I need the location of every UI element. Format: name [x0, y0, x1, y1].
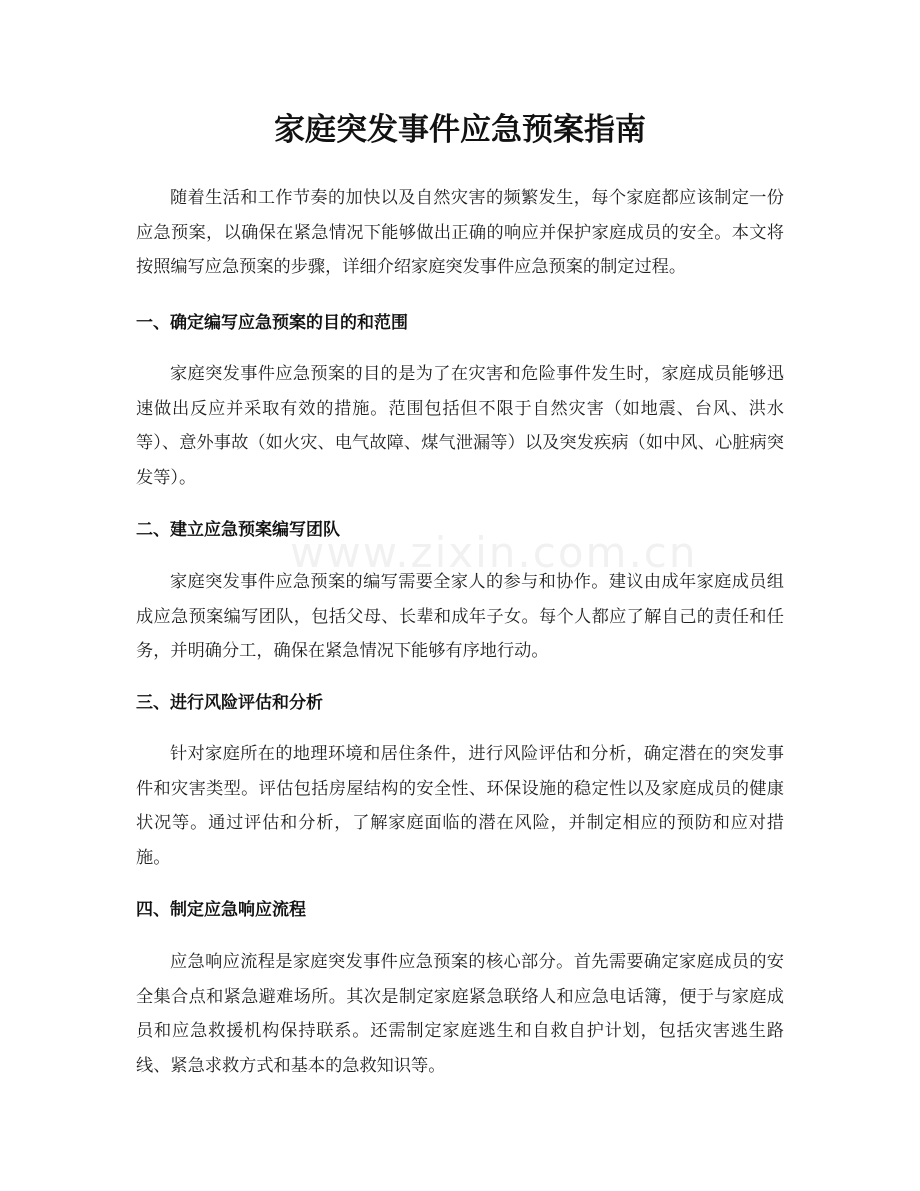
section-3-body: 针对家庭所在的地理环境和居住条件，进行风险评估和分析，确定潜在的突发事件和灾害类型。评估包括房屋结构的安全性、环保设施的稳定性以及家庭成员的健康状况等。通过评估和分析，了解家庭面临的潜在风险，并制定相应的预防和应对措施。 [136, 744, 784, 869]
section-1-heading: 一、确定编写应急预案的目的和范围 [136, 313, 408, 333]
watermark: www.zixin.com.cn [290, 528, 698, 577]
document-title: 家庭突发事件应急预案指南 [274, 112, 646, 148]
section-4-heading: 四、制定应急响应流程 [136, 900, 306, 920]
intro-paragraph: 随着生活和工作节奏的加快以及自然灾害的频繁发生，每个家庭都应该制定一份应急预案，以确保在紧急情况下能够做出正确的响应并保护家庭成员的安全。本文将按照编写应急预案的步骤，详细介绍家庭突发事件应急预案的制定过程。 [136, 188, 784, 278]
section-2-body: 家庭突发事件应急预案的编写需要全家人的参与和协作。建议由成年家庭成员组成应急预案编写团队，包括父母、长辈和成年子女。每个人都应了解自己的责任和任务，并明确分工，确保在紧急情况下能够有序地行动。 [136, 572, 784, 662]
section-3-heading: 三、进行风险评估和分析 [136, 693, 323, 713]
section-4-body: 应急响应流程是家庭突发事件应急预案的核心部分。首先需要确定家庭成员的安全集合点和紧急避难场所。其次是制定家庭紧急联络人和应急电话簿，便于与家庭成员和应急救援机构保持联系。还需制定家庭逃生和自救自护计划，包括灾害逃生路线、紧急求救方式和基本的急救知识等。 [136, 952, 784, 1077]
section-1-body: 家庭突发事件应急预案的目的是为了在灾害和危险事件发生时，家庭成员能够迅速做出反应并采取有效的措施。范围包括但不限于自然灾害（如地震、台风、洪水等）、意外事故（如火灾、电气故障、煤气泄漏等）以及突发疾病（如中风、心脏病突发等）。 [136, 364, 784, 489]
section-2-heading: 二、建立应急预案编写团队 [136, 520, 340, 540]
